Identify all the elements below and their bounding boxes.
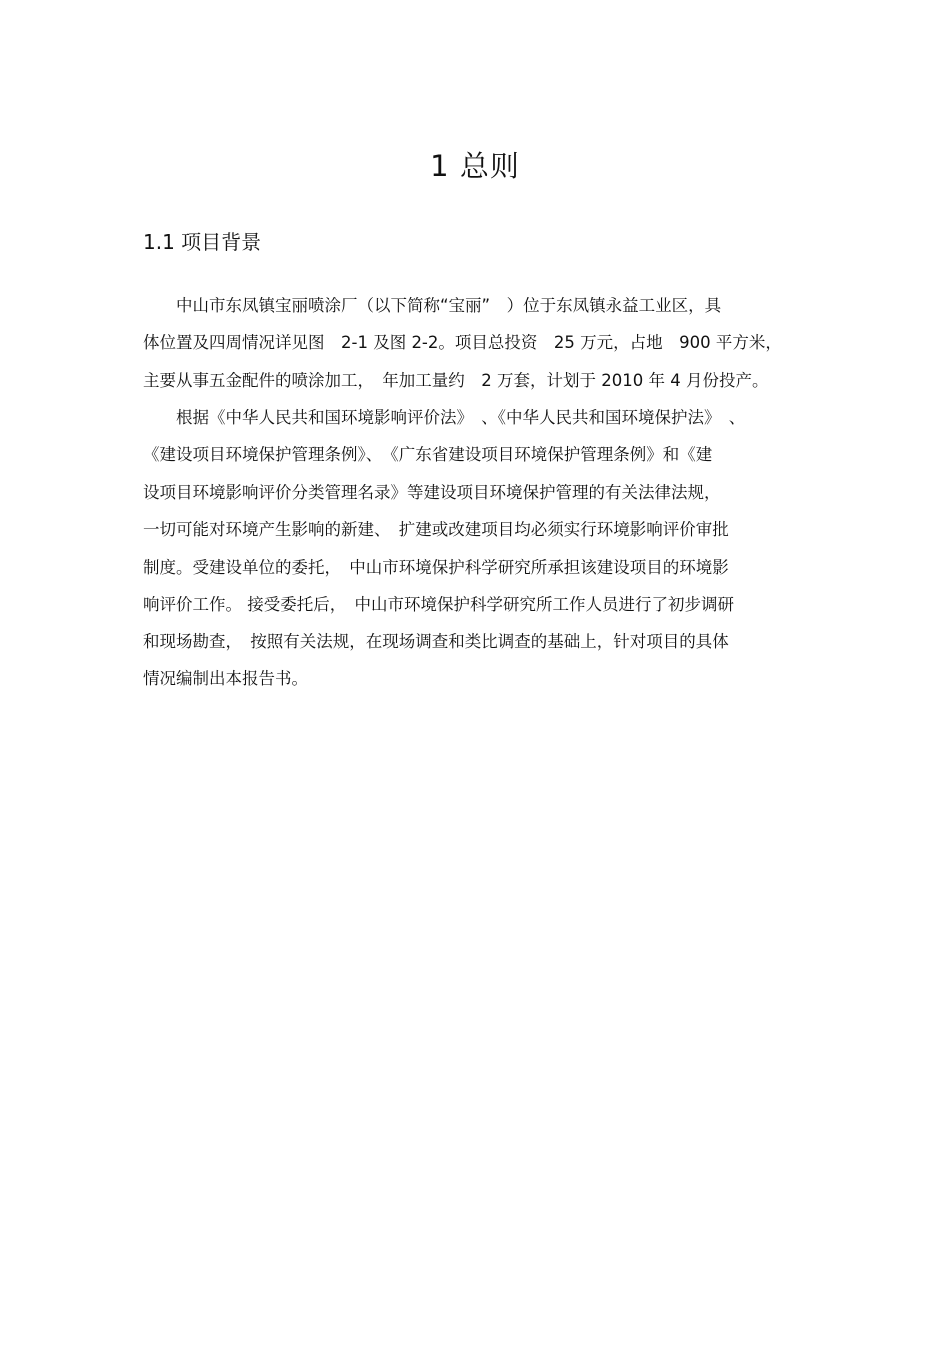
body-line: 一切可能对环境产生影响的新建、 扩建或改建项目均必须实行环境影响评价审批 (143, 520, 729, 539)
body-line: 设项目环境影响评价分类管理名录》等建设项目环境保护管理的有关法律法规， (143, 483, 721, 502)
body-line: 体位置及四周情况详见图 2-1 及图 2-2。项目总投资 25 万元，占地 900 平方米， (143, 333, 782, 352)
body-line: 主要从事五金配件的喷涂加工， 年加工量约 2 万套，计划于 2010 年 4 月份投产。 (143, 371, 769, 390)
body-line: 中山市东凤镇宝丽喷涂厂（以下简称“宝丽” ）位于东凤镇永益工业区，具 (143, 296, 722, 315)
chapter-title: 1 总则 (430, 149, 520, 183)
body-line: 情况编制出本报告书。 (143, 669, 308, 688)
body-line: 根据《中华人民共和国环境影响评价法》 、《中华人民共和国环境保护法》 、 (143, 408, 746, 427)
body-line: 和现场勘查， 按照有关法规，在现场调查和类比调查的基础上，针对项目的具体 (143, 632, 729, 651)
body-line: 《建设项目环境保护管理条例》、 《广东省建设项目环境保护管理条例》和《建 (143, 445, 713, 464)
body-line: 制度。受建设单位的委托， 中山市环境保护科学研究所承担该建设项目的环境影 (143, 558, 729, 577)
body-line: 响评价工作。 接受委托后， 中山市环境保护科学研究所工作人员进行了初步调研 (143, 595, 734, 614)
section-title: 1.1 项目背景 (143, 230, 262, 254)
